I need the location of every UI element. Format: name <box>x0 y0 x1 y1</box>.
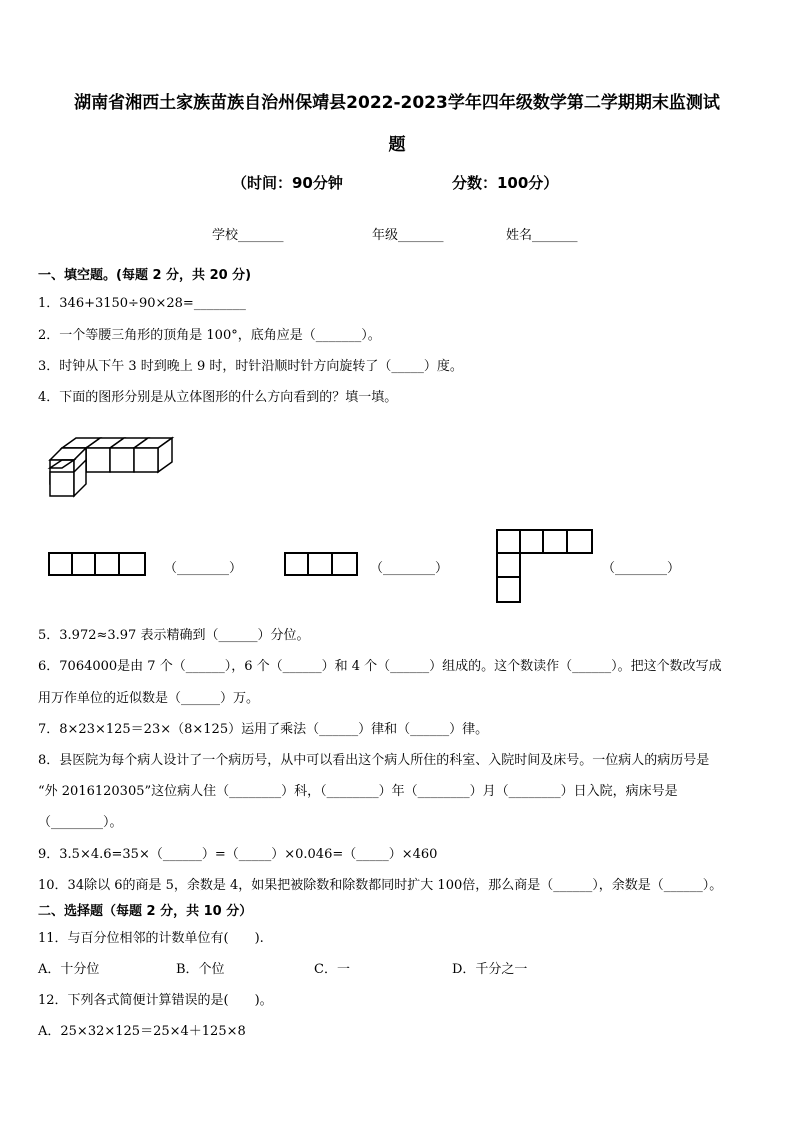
question-12: 12．下列各式简便计算错误的是( )。 <box>38 993 273 1008</box>
exam-score: 分数：100分） <box>452 174 559 192</box>
question-4: 4．下面的图形分别是从立体图形的什么方向看到的？填一填。 <box>38 390 398 405</box>
section1-heading: 一、填空题。(每题 2 分，共 20 分) <box>38 268 252 283</box>
name-field: 姓名_______ <box>506 228 578 243</box>
question-6-line2: 用万作单位的近似数是（______）万。 <box>38 691 260 706</box>
page-title-line1: 湖南省湘西土家族苗族自治州保靖县2022-2023学年四年级数学第二学期期末监测试 <box>74 93 720 113</box>
view-2-answer: （________） <box>370 561 449 576</box>
q11-option-b: B．个位 <box>176 962 225 977</box>
school-field: 学校_______ <box>212 228 284 243</box>
solid-figure <box>40 430 180 502</box>
question-1: 1．346+3150÷90×28=________ <box>38 296 246 311</box>
q12-option-a: A．25×32×125＝25×4＋125×8 <box>38 1024 246 1039</box>
exam-time: （时间：90分钟 <box>232 174 343 192</box>
question-6-line1: 6．7064000是由 7 个（______），6 个（______）和 4 个（______）组成的。这个数读作（______）。把这个数改写成 <box>38 659 722 674</box>
question-8-line1: 8．县医院为每个病人设计了一个病历号，从中可以看出这个病人所住的科室、入院时间及床号。一位病人的病历号是 <box>38 753 710 768</box>
question-11: 11．与百分位相邻的计数单位有( ). <box>38 931 264 946</box>
question-8-line3: （________）。 <box>38 815 123 830</box>
question-7: 7．8×23×125＝23×（8×125）运用了乘法（______）律和（______）律。 <box>38 722 489 737</box>
question-8-line2: “外 2016120305”这位病人住（________）科，（________）年（________）月（________）日入院，病床号是 <box>38 784 678 799</box>
question-2: 2．一个等腰三角形的顶角是 100°，底角应是（_______）。 <box>38 328 381 343</box>
q11-option-a: A．十分位 <box>38 962 100 977</box>
q11-option-d: D．千分之一 <box>452 962 528 977</box>
view-3-answer: （________） <box>602 561 681 576</box>
view-1-answer: （________） <box>164 561 243 576</box>
question-9: 9．3.5×4.6=35×（______）=（_____）×0.046=（_____）×460 <box>38 847 438 862</box>
q11-option-c: C．一 <box>314 962 350 977</box>
question-10: 10．34除以 6的商是 5，余数是 4，如果把被除数和除数都同时扩大 100倍，那么商是（______），余数是（______）。 <box>38 878 723 893</box>
grade-field: 年级_______ <box>372 228 444 243</box>
section2-heading: 二、选择题（每题 2 分，共 10 分） <box>38 904 253 919</box>
page-title-line2: 题 <box>388 135 406 155</box>
question-5: 5．3.972≈3.97 表示精确到（______）分位。 <box>38 628 310 643</box>
question-3: 3．时钟从下午 3 时到晚上 9 时，时针沿顺时针方向旋转了（_____）度。 <box>38 359 463 374</box>
